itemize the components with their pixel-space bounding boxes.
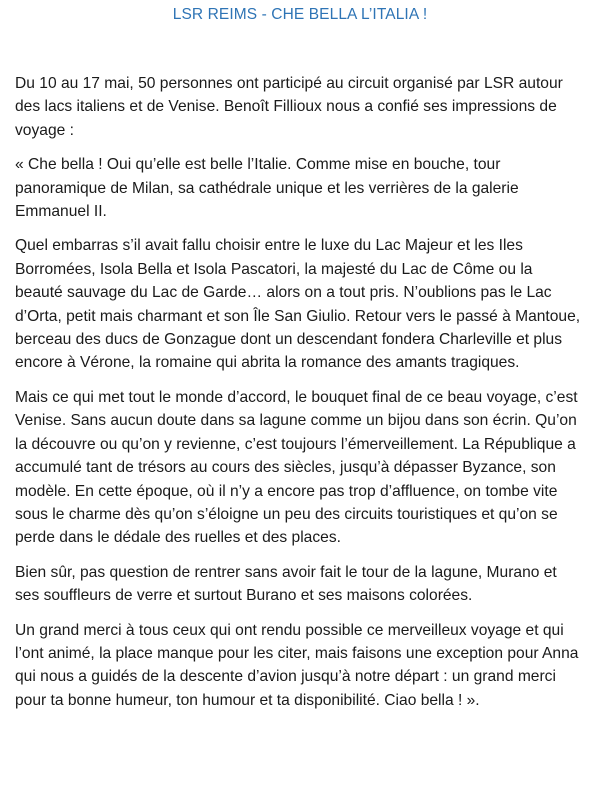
article-body: [15, 72, 581, 723]
paragraph-intro: Du 10 au 17 mai, 50 personnes ont participé au circuit organisé par LSR autour des lacs italiens et de Venise. Benoît Fillioux nous a confié ses impressions de voyage :: [15, 75, 563, 139]
page-title: LSR REIMS - CHE BELLA L’ITALIA !: [172, 6, 428, 23]
paragraph-lakes: Quel embarras s’il avait fallu choisir entre le luxe du Lac Majeur et les Iles Borromées, Isola Bella et Isola Pascatori, la majesté du Lac de Côme ou la beauté sauvage du Lac de Garde… alors on a tout pris. N’oublions pas le Lac d’Orta, petit mais charmant et son Île San Giulio. Retour vers le passé à Mantoue, berceau des ducs de Gonzague dont un descendant fondera Charleville et plus encore à Vérone, la romaine qui abrita la romance des amants tragiques.: [15, 237, 581, 372]
paragraph-milan: « Che bella ! Oui qu’elle est belle l’Italie. Comme mise en bouche, tour panoramique de Milan, sa cathédrale unique et les verrières de la galerie Emmanuel II.: [15, 156, 519, 221]
paragraph-venice: Mais ce qui met tout le monde d’accord, le bouquet final de ce beau voyage, c’est Venise. Sans aucun doute dans sa lagune comme un bijou dans son écrin. Qu’on la découvre ou qu’on y revienne, c’est toujours l’émerveillement. La République a accumulé tant de trésors au cours des siècles, jusqu’à dépasser Byzance, son modèle. En cette époque, où il n’y a encore pas trop d’affluence, on tombe vite sous le charme dès qu’on s’éloigne un peu des circuits touristiques et qu’on se perde dans le dédale des ruelles et des places.: [15, 388, 578, 547]
paragraph-thanks: Un grand merci à tous ceux qui ont rendu possible ce merveilleux voyage et qui l’ont animé, la place manque pour les citer, mais faisons une exception pour Anna qui nous a guidés de la descente d’avion jusqu’à notre départ : un grand merci pour ta bonne humeur, ton humour et ta disponibilité. Ciao bella ! ».: [15, 621, 579, 709]
paragraph-lagoon: Bien sûr, pas question de rentrer sans avoir fait le tour de la lagune, Murano et ses souffleurs de verre et surtout Burano et ses maisons colorées.: [15, 563, 557, 605]
